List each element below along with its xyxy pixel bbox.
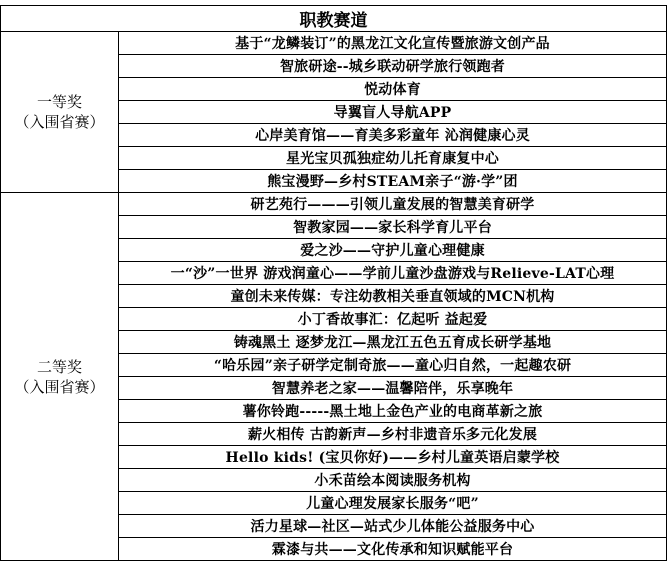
- project-name-cell[interactable]: 智慧养老之家——温馨陪伴，乐享晚年: [119, 377, 667, 400]
- project-name-cell[interactable]: 研艺苑行———引领儿童发展的智慧美育研学: [119, 193, 667, 216]
- project-name-cell[interactable]: “哈乐园”亲子研学定制奇旅——童心归自然，一起趣农研: [119, 354, 667, 377]
- project-name-cell[interactable]: 导翼盲人导航APP: [119, 101, 667, 124]
- award-level-cell[interactable]: [1, 193, 119, 561]
- project-name-cell[interactable]: 童创未来传媒：专注幼教相关垂直领域的MCN机构: [119, 285, 667, 308]
- project-name-cell[interactable]: 智教家园——家长科学育儿平台: [119, 216, 667, 239]
- project-name-cell[interactable]: 一“沙”一世界 游戏润童心——学前儿童沙盘游戏与Relieve-LAT心理: [119, 262, 667, 285]
- project-name-cell[interactable]: 悦动体育: [119, 78, 667, 101]
- project-name-cell[interactable]: 活力星球—社区—站式少儿体能公益服务中心: [119, 515, 667, 538]
- award-table: [0, 5, 667, 561]
- project-name-cell[interactable]: Hello kids! (宝贝你好)——乡村儿童英语启蒙学校: [119, 446, 667, 469]
- project-name-cell[interactable]: 小禾苗绘本阅读服务机构: [119, 469, 667, 492]
- project-name-cell[interactable]: 爱之沙——守护儿童心理健康: [119, 239, 667, 262]
- award-name: 一等奖: [36, 93, 82, 111]
- title-row: [1, 6, 667, 32]
- award-level-cell[interactable]: [1, 32, 119, 193]
- table-row: [1, 193, 667, 216]
- table-title: 职教赛道: [1, 6, 667, 32]
- project-name-cell[interactable]: 心岸美育馆——育美多彩童年 沁润健康心灵: [119, 124, 667, 147]
- project-name-cell[interactable]: 霖漆与共——文化传承和知识赋能平台: [119, 538, 667, 561]
- project-name-cell[interactable]: 小丁香故事汇：亿起听 益起爱: [119, 308, 667, 331]
- award-name: 二等奖: [36, 357, 82, 376]
- project-name-cell[interactable]: 薯你铃跑-----黑土地上金色产业的电商革新之旅: [119, 400, 667, 423]
- award-note: （入围省赛）: [14, 377, 105, 396]
- project-name-cell[interactable]: 熊宝漫野—乡村STEAM亲子“游·学”团: [119, 170, 667, 193]
- project-name-cell[interactable]: 基于“龙鳞装订”的黑龙江文化宣传暨旅游文创产品: [119, 32, 667, 55]
- table-row: [1, 32, 667, 55]
- project-name-cell[interactable]: 铸魂黑土 逐梦龙江—黑龙江五色五育成长研学基地: [119, 331, 667, 354]
- project-name-cell[interactable]: 薪火相传 古韵新声—乡村非遗音乐多元化发展: [119, 423, 667, 446]
- award-note: （入围省赛）: [14, 113, 105, 131]
- project-name-cell[interactable]: 星光宝贝孤独症幼儿托育康复中心: [119, 147, 667, 170]
- project-name-cell[interactable]: 儿童心理发展家长服务“吧”: [119, 492, 667, 515]
- project-name-cell[interactable]: 智旅研途--城乡联动研学旅行领跑者: [119, 55, 667, 78]
